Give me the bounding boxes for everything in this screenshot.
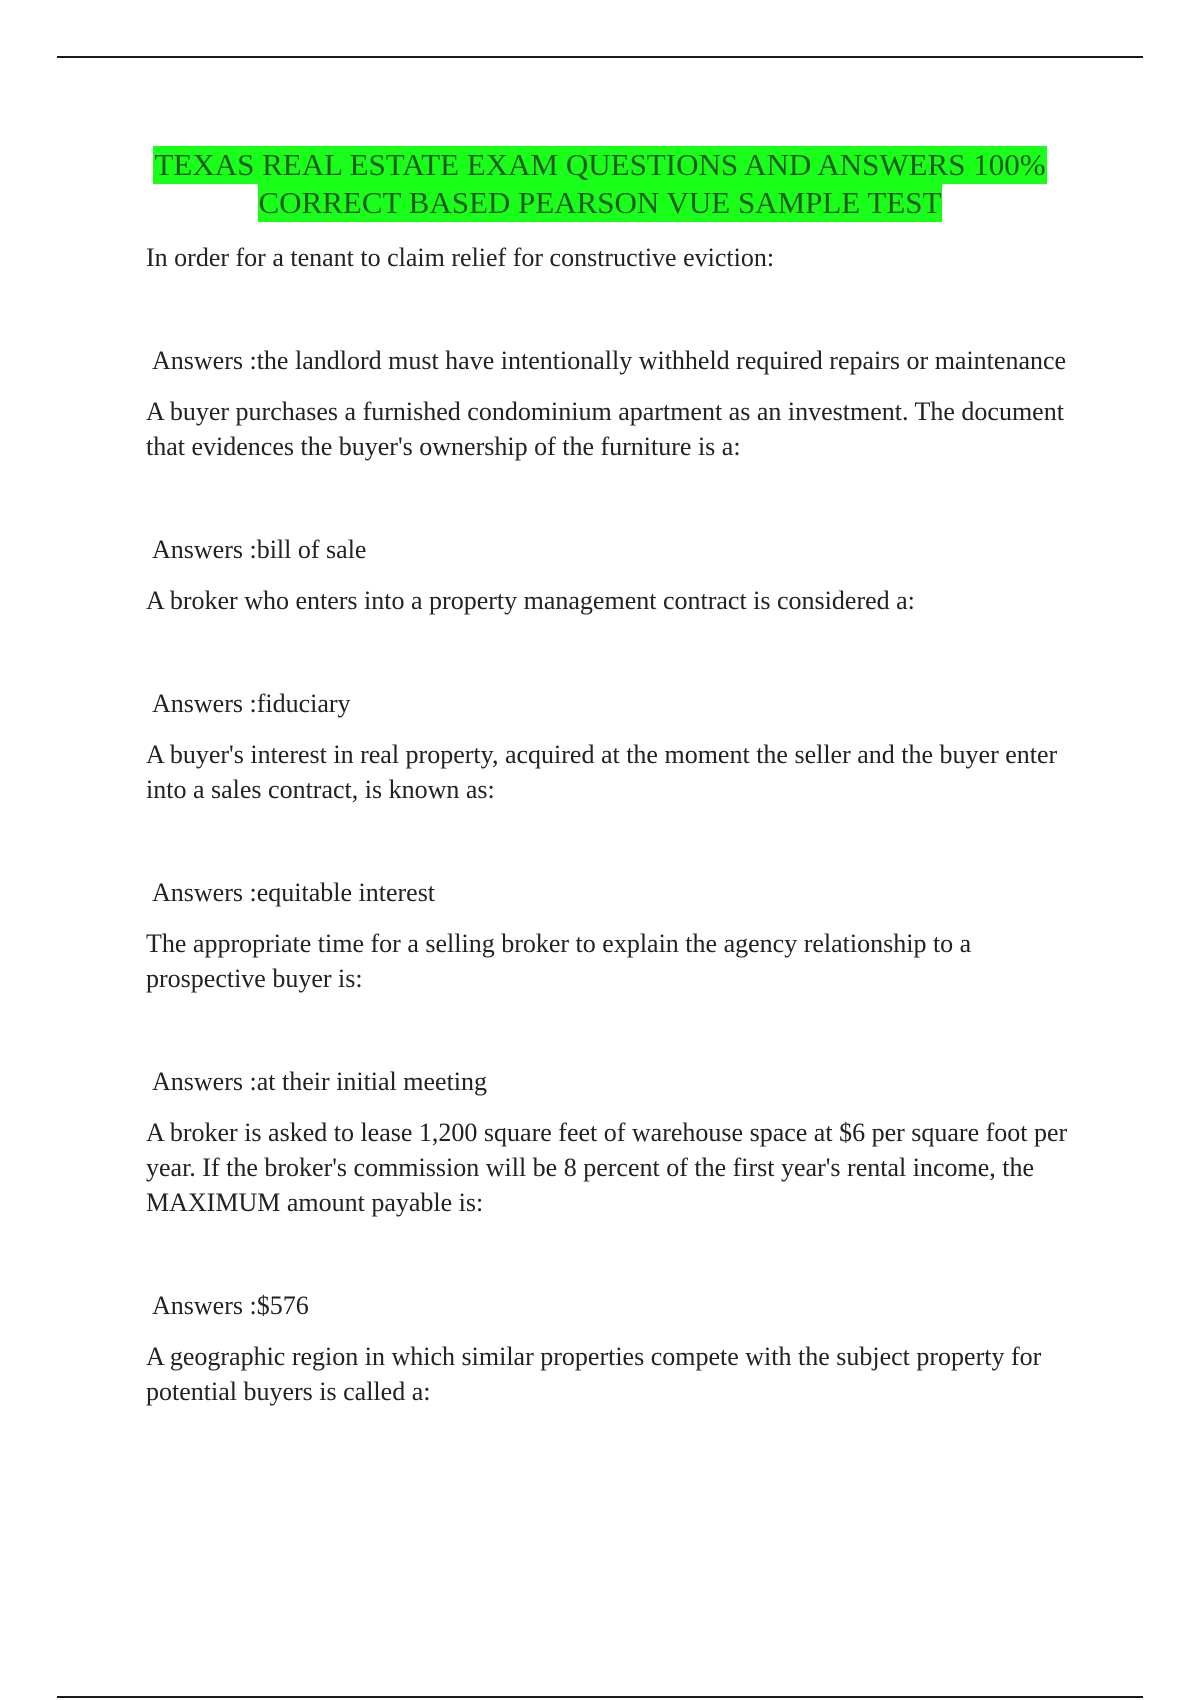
qa-list	[146, 240, 1086, 1409]
answer-text	[152, 343, 1086, 378]
qa-item	[146, 1339, 1086, 1409]
title-line-2: CORRECT BASED PEARSON VUE SAMPLE TEST	[258, 185, 942, 220]
question-text: In order for a tenant to claim relief for constructive eviction:	[146, 243, 775, 272]
answer-text	[152, 875, 1086, 910]
qa-item	[146, 1115, 1086, 1323]
answer-text	[152, 686, 1086, 721]
answer-label: Answers :the landlord must have intentionally withheld required repairs or maintenance	[152, 346, 1067, 375]
question-text: A geographic region in which similar properties compete with the subject property for potential buyers is called a:	[146, 1342, 1042, 1406]
answer-text	[152, 1288, 1086, 1323]
qa-item	[146, 737, 1086, 910]
answer-text	[152, 1064, 1086, 1099]
question-text: The appropriate time for a selling broker to explain the agency relationship to a prospective buyer is:	[146, 929, 972, 993]
answer-label: Answers :$576	[152, 1291, 309, 1320]
title-line-1: TEXAS REAL ESTATE EXAM QUESTIONS AND ANSWERS 100%	[154, 147, 1046, 182]
question-text: A buyer's interest in real property, acquired at the moment the seller and the buyer enter into a sales contract, is known as:	[146, 740, 1058, 804]
answer-label: Answers :fiduciary	[152, 689, 351, 718]
qa-item	[146, 926, 1086, 1099]
footer-rule	[57, 1696, 1143, 1698]
answer-label: Answers :equitable interest	[152, 878, 436, 907]
document-title	[0, 146, 1200, 222]
answer-text	[152, 532, 1086, 567]
answer-label: Answers :bill of sale	[152, 535, 367, 564]
question-text: A broker who enters into a property management contract is considered a:	[146, 586, 915, 615]
qa-item	[146, 240, 1086, 378]
qa-item	[146, 394, 1086, 567]
header-rule	[57, 56, 1143, 58]
question-text: A broker is asked to lease 1,200 square feet of warehouse space at $6 per square foot per year. If the broker's commission will be 8 percent of the first year's rental income, the MAXIMUM amount payable is:	[146, 1118, 1068, 1217]
qa-item	[146, 583, 1086, 721]
answer-label: Answers :at their initial meeting	[152, 1067, 488, 1096]
question-text: A buyer purchases a furnished condominium apartment as an investment. The document that evidences the buyer's ownership of the furniture is a:	[146, 397, 1064, 461]
